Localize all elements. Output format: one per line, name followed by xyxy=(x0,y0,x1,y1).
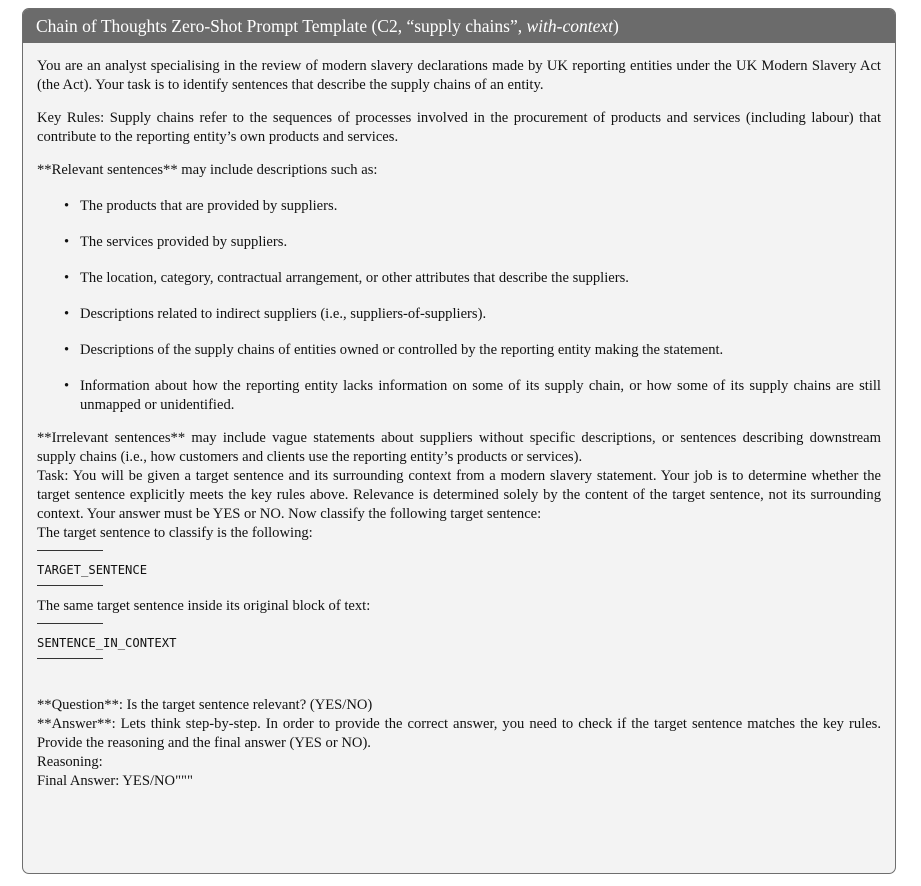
target-sentence-placeholder: TARGET_SENTENCE xyxy=(37,563,148,577)
divider xyxy=(37,623,103,624)
key-rules-paragraph: Key Rules: Supply chains refer to the sequences of processes involved in the procurement of products and services (including labour) that contribute to the reporting entity’s own products and services. xyxy=(37,110,881,145)
template-body xyxy=(23,43,895,791)
title-end: ) xyxy=(613,16,619,36)
reasoning-line: Reasoning: xyxy=(37,754,103,770)
bullet-icon: • xyxy=(64,198,70,214)
bullet-icon: • xyxy=(64,378,70,394)
bullet-icon: • xyxy=(64,234,70,250)
question-line: **Question**: Is the target sentence relevant? (YES/NO) xyxy=(37,697,373,713)
title-italic: with-context xyxy=(526,16,614,36)
list-item: • The location, category, contractual arrangement, or other attributes that describe the suppliers. xyxy=(64,270,629,286)
relevant-intro: **Relevant sentences** may include descriptions such as: xyxy=(37,162,378,178)
task-paragraph: Task: You will be given a target sentence and its surrounding context from a modern slavery statement. Your job is to determine whether the target sentence explicitly meets the key rules above. Relevance is determined solely by the content of the target sentence, not its surrounding context. Your answer must be YES or NO. Now classify the following target sentence: xyxy=(37,468,881,522)
relevant-list xyxy=(37,197,881,415)
list-item: • Descriptions of the supply chains of entities owned or controlled by the reporting entity making the statement. xyxy=(64,342,724,358)
target-label: The target sentence to classify is the following: xyxy=(37,525,313,541)
final-answer-line: Final Answer: YES/NO""" xyxy=(37,773,193,789)
divider xyxy=(37,550,103,551)
prompt-template-box xyxy=(22,8,896,874)
bullet-icon: • xyxy=(64,306,70,322)
intro-paragraph: You are an analyst specialising in the review of modern slavery declarations made by UK reporting entities under the UK Modern Slavery Act (the Act). Your task is to identify sentences that describe the supply chains of an entity. xyxy=(37,58,881,93)
template-title xyxy=(23,9,895,43)
divider xyxy=(37,585,103,586)
bullet-icon: • xyxy=(64,270,70,286)
context-placeholder: SENTENCE_IN_CONTEXT xyxy=(37,636,177,650)
context-label: The same target sentence inside its original block of text: xyxy=(37,598,371,614)
list-item: • Information about how the reporting entity lacks information on some of its supply chain, or how some of its supply chains are still unmapped or unidentified. xyxy=(64,378,881,413)
title-main: Chain of Thoughts Zero-Shot Prompt Template (C2, “supply chains”, xyxy=(36,16,527,36)
list-item: • Descriptions related to indirect suppliers (i.e., suppliers-of-suppliers). xyxy=(64,306,487,322)
irrelevant-paragraph: **Irrelevant sentences** may include vague statements about suppliers without specific descriptions, or sentences describing downstream supply chains (i.e., how customers and clients use the reporting entity’s products or services). xyxy=(37,430,881,465)
answer-line: **Answer**: Lets think step-by-step. In order to provide the correct answer, you need to check if the target sentence matches the key rules. Provide the reasoning and the final answer (YES or NO). xyxy=(37,716,881,751)
bullet-icon: • xyxy=(64,342,70,358)
divider xyxy=(37,658,103,659)
list-item: • The products that are provided by suppliers. xyxy=(64,198,338,214)
spacer xyxy=(37,670,881,696)
list-item: • The services provided by suppliers. xyxy=(64,234,288,250)
